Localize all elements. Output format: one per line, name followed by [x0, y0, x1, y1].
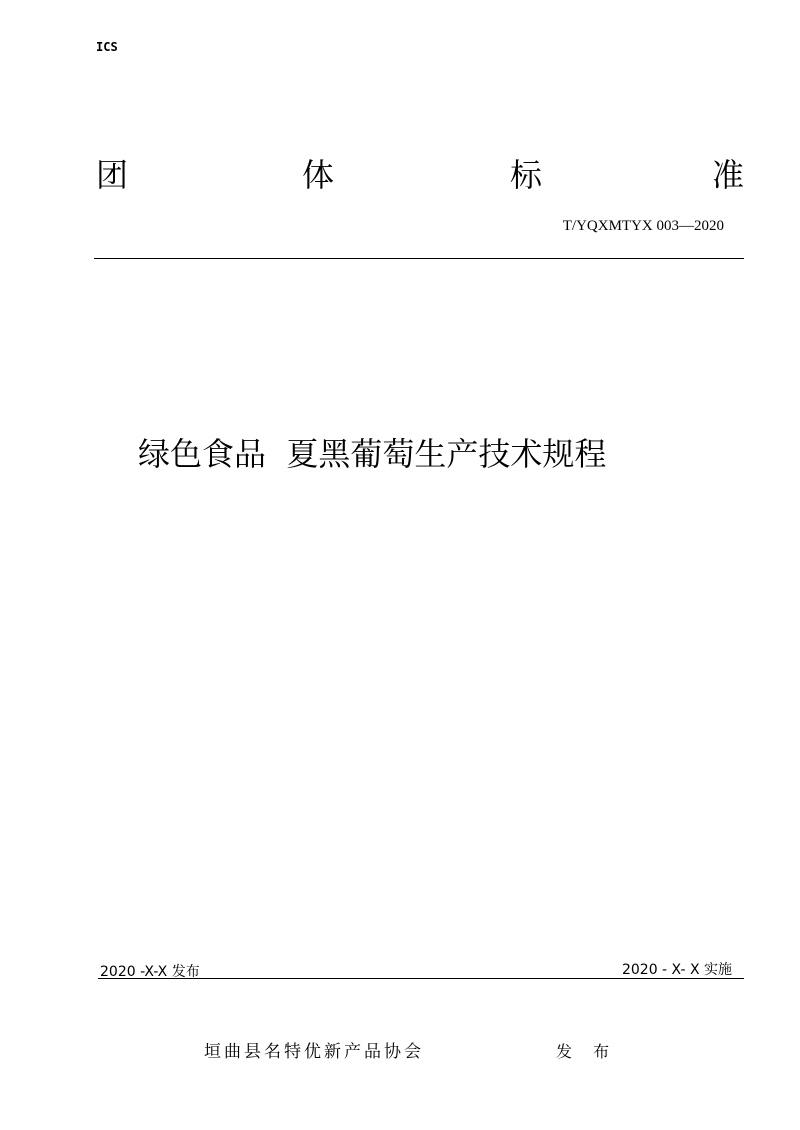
- standard-type-char-3: 标: [510, 156, 543, 194]
- standard-type-heading: [96, 152, 748, 198]
- issuing-organization: 垣曲县名特优新产品协会: [204, 1042, 424, 1062]
- footer-divider: [98, 978, 744, 979]
- issue-label: 发 布: [556, 1042, 618, 1061]
- ics-label: ICS: [96, 40, 118, 54]
- standard-code: T/YQXMTYX 003—2020: [562, 218, 724, 234]
- document-title: 绿色食品 夏黑葡萄生产技术规程: [138, 435, 607, 473]
- standard-type-char-2: 体: [302, 156, 335, 194]
- standard-type-char-1: 团: [96, 156, 129, 194]
- implement-date: 2020 - X- X 实施: [621, 962, 732, 978]
- publish-date: 2020 -X-X 发布: [100, 964, 200, 980]
- header-divider: [94, 258, 744, 259]
- standard-type-char-4: 准: [712, 156, 745, 194]
